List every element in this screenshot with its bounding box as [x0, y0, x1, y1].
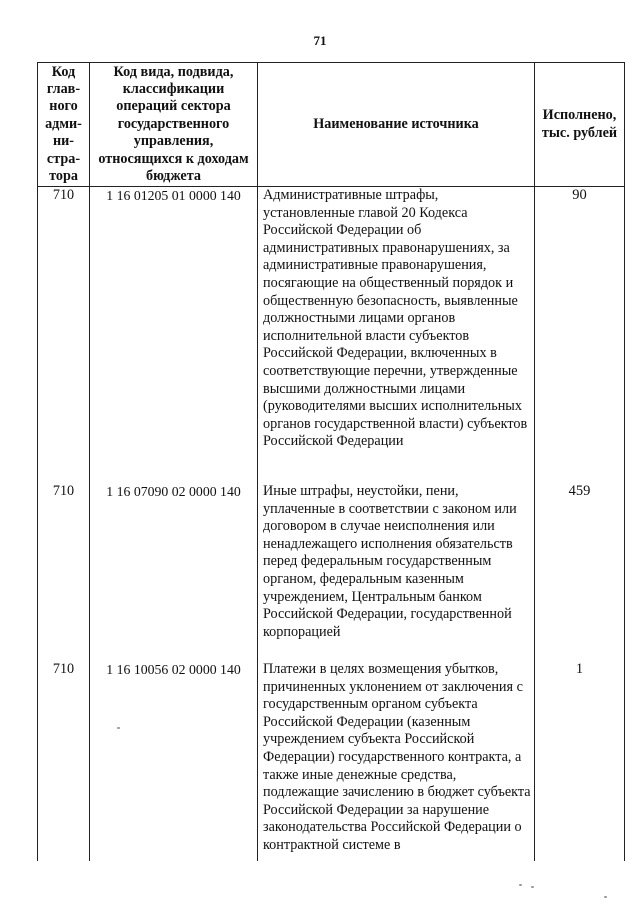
- admin-code-cell: 710: [38, 187, 90, 478]
- budget-code-cell: 1 16 07090 02 0000 140: [90, 477, 258, 655]
- page-number: 71: [313, 33, 327, 48]
- source-name-cell: Административные штрафы, установленные главой 20 Кодекса Российской Федерации об административных правонарушениях, за административные правонарушения, посягающие на общественный порядок и общественную безопасность, выявленные должностными лицами органов исполнительной власти субъектов Российской Федерации, включенных в соответствующие перечни, утвержденные высшими должностными лицами (руководителями высших исполнительных органов государственной власти) субъектов Российской Федерации: [258, 187, 535, 478]
- source-name-cell: Платежи в целях возмещения убытков, причиненных уклонением от заключения с государственным органом субъекта Российской Федерации (казенным учреждением субъекта Российской Федерации) государственного контракта, а также иные денежные средства, подлежащие зачислению в бюджет субъекта Российской Федерации за нарушение законодательства Российской Федерации о контрактной системе в: [258, 655, 535, 861]
- budget-code-cell: 1 16 01205 01 0000 140: [90, 187, 258, 478]
- scan-speck: [531, 886, 534, 888]
- table-row: [38, 655, 625, 861]
- scan-speck: [519, 884, 522, 886]
- table-header-row: [38, 63, 625, 187]
- admin-code-cell: 710: [38, 655, 90, 861]
- header-amount: Исполнено, тыс. рублей: [535, 63, 625, 187]
- budget-code-cell: 1 16 10056 02 0000 140: [90, 655, 258, 861]
- admin-code-cell: 710: [38, 477, 90, 655]
- scan-speck: [604, 896, 607, 898]
- table-row: [38, 477, 625, 655]
- amount-cell: 90: [535, 187, 625, 478]
- header-budget-code: Код вида, подвида, классификации операций сектора государственного управления, относящихся к доходам бюджета: [90, 63, 258, 187]
- amount-cell: 1: [535, 655, 625, 861]
- source-name-cell: Иные штрафы, неустойки, пени, уплаченные в соответствии с законом или договором в случае неисполнения или ненадлежащего исполнения обязательств перед федеральным государственным органом, федеральным казенным учреждением, Центральным банком Российской Федерации, государственной корпорацией: [258, 477, 535, 655]
- scan-speck: [117, 727, 120, 729]
- table-row: [38, 187, 625, 478]
- revenue-table: [37, 62, 625, 861]
- amount-cell: 459: [535, 477, 625, 655]
- header-source-name: Наименование источника: [258, 63, 535, 187]
- header-admin-code: Код глав- ного адми- ни- стра- тора: [38, 63, 90, 187]
